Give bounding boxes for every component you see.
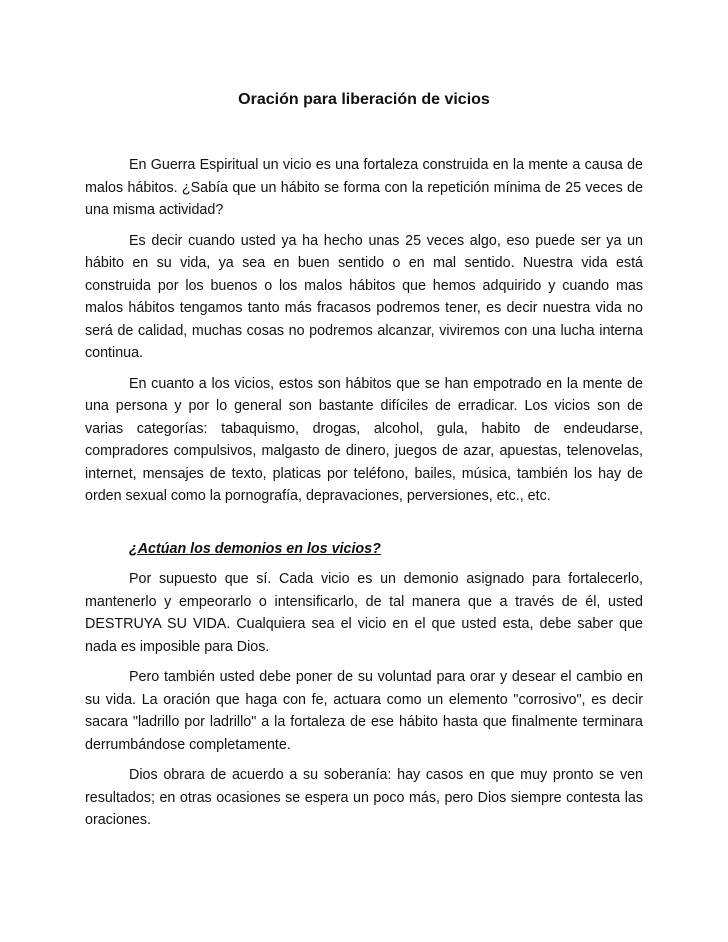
paragraph-1: En Guerra Espiritual un vicio es una fortaleza construida en la mente a causa de malos hábitos. ¿Sabía que un hábito se forma con la repetición mínima de 25 veces de una misma actividad? — [85, 157, 643, 218]
paragraph-2: Es decir cuando usted ya ha hecho unas 25 veces algo, eso puede ser ya un hábito en su vida, ya sea en buen sentido o en mal sentido. Nuestra vida está construida por los buenos o los malos hábitos que hemos adquirido y cuando mas malos hábitos tengamos tanto más fracasos podremos tener, es decir nuestra vida no será de calidad, muchas cosas no podremos alcanzar, viviremos con una lucha interna continua. — [85, 232, 643, 361]
paragraph-6: Dios obrara de acuerdo a su soberanía: hay casos en que muy pronto se ven resultados; en otras ocasiones se espera un poco más, pero Dios siempre contesta las oraciones. — [85, 767, 643, 828]
section-heading-text: ¿Actúan los demonios en los vicios? — [129, 540, 381, 557]
paragraph-4: Por supuesto que sí. Cada vicio es un demonio asignado para fortalecerlo, mantenerlo y empeorarlo o intensificarlo, de tal manera que a través de él, usted DESTRUYA SU VIDA. Cualquiera sea el vicio en el que usted esta, debe saber que nada es imposible para Dios. — [85, 571, 643, 655]
paragraph-3: En cuanto a los vicios, estos son hábitos que se han empotrado en la mente de una persona y por lo general son bastante difíciles de erradicar. Los vicios son de varias categorías: tabaquismo, drogas, alcohol, gula, habito de endeudarse, compradores compulsivos, malgasto de dinero, juegos de azar, apuestas, telenovelas, internet, mensajes de texto, platicas por teléfono, bailes, música, también los hay de orden sexual como la pornografía, depravaciones, perversiones, etc., etc. — [85, 375, 643, 504]
document-title: Oración para liberación de vicios — [238, 91, 490, 108]
document-body — [85, 154, 643, 840]
section-heading — [85, 538, 643, 561]
paragraph-5: Pero también usted debe poner de su voluntad para orar y desear el cambio en su vida. La oración que haga con fe, actuara como un elemento "corrosivo", es decir sacara "ladrillo por ladrillo" a la fortaleza de ese hábito hasta que finalmente terminara derrumbándose completamente. — [85, 669, 643, 753]
